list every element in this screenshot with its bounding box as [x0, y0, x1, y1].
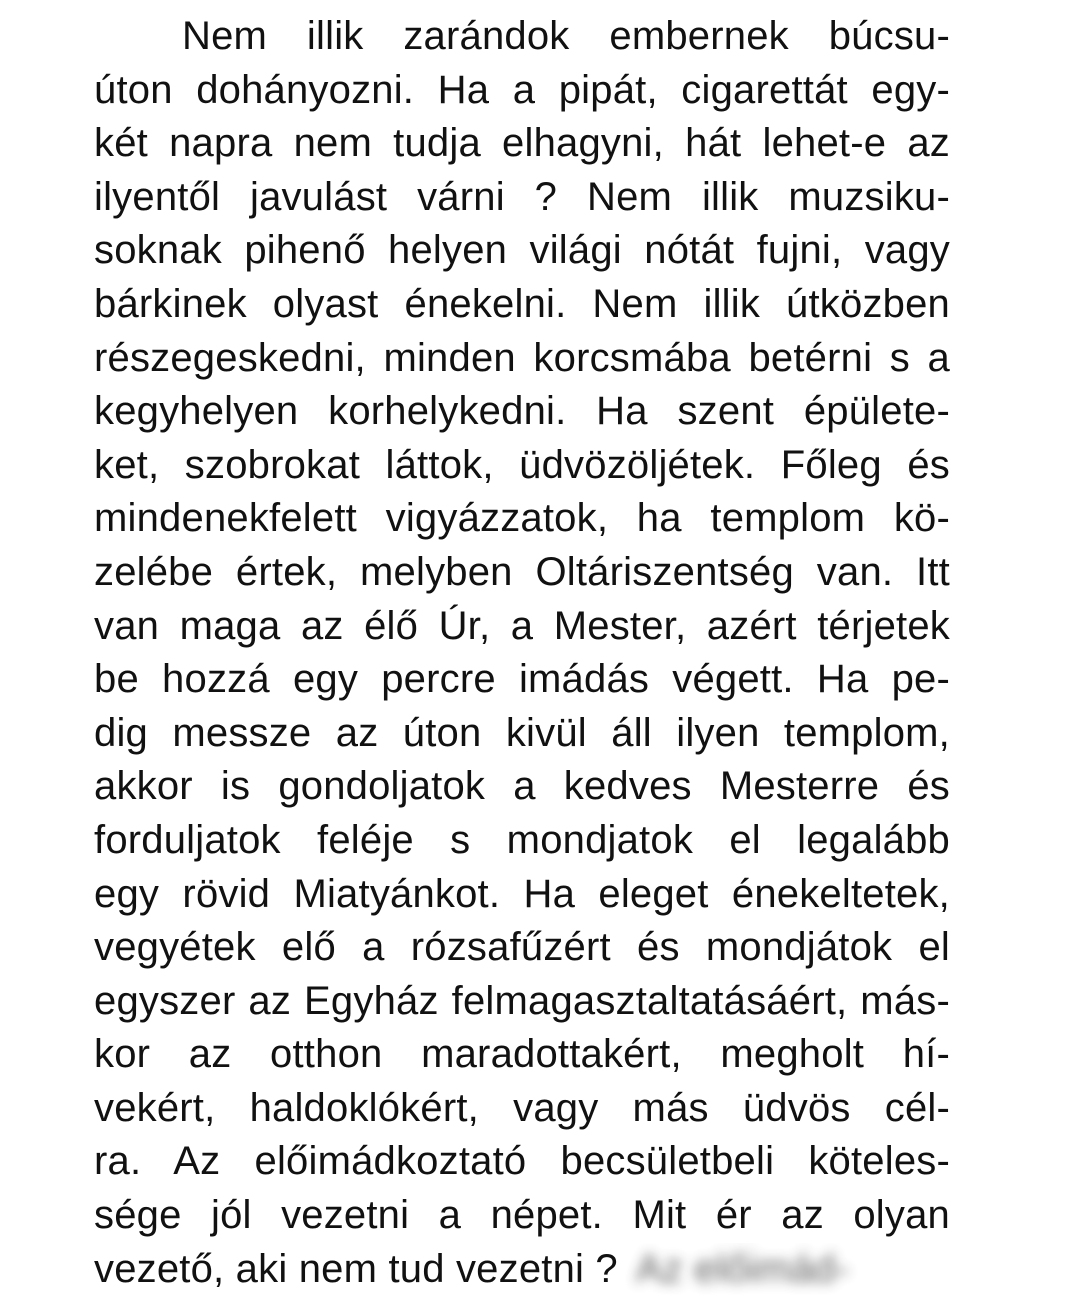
text-line-17: egy rövid Miatyánkot. Ha eleget énekeltetek, [94, 871, 950, 916]
text-line-15: akkor is gondoljatok a kedves Mesterre és [94, 764, 950, 809]
text-line-11: zelébe értek, melyben Oltáriszentség van. Itt [94, 549, 950, 594]
text-line-4: ilyentől javulást várni ? Nem illik muzsiku- [94, 174, 950, 219]
text-line-5: soknak pihenő helyen világi nótát fujni, vagy [94, 228, 950, 273]
text-line-6: bárkinek olyast énekelni. Nem illik útközben [94, 281, 950, 326]
text-line-8: kegyhelyen korhelykedni. Ha szent épülete- [94, 389, 950, 434]
text-line-19: egyszer az Egyház felmagasztaltatásáért, más- [94, 978, 950, 1023]
text-line-22: ra. Az előimádkoztató becsületbeli köteles- [94, 1139, 950, 1184]
text-line-7: részegeskedni, minden korcsmába betérni s a [94, 335, 950, 380]
text-line-23: sége jól vezetni a népet. Mit ér az olyan [94, 1193, 950, 1238]
text-line-9: ket, szobrokat láttok, üdvözöljétek. Főleg és [94, 442, 950, 487]
text-line-1: Nem illik zarándok embernek búcsu- [182, 14, 950, 58]
blurred-continuation-text: Az előimád- [635, 1246, 850, 1291]
last-line-text: vezető, aki nem tud vezetni ? [94, 1246, 618, 1291]
body-text [94, 10, 950, 1296]
text-line-3: két napra nem tudja elhagyni, hát lehet-e az [94, 121, 950, 166]
text-line-21: vekért, haldoklókért, vagy más üdvös cél- [94, 1085, 950, 1130]
text-line-16: forduljatok feléje s mondjatok el legalább [94, 817, 950, 862]
text-line-20: kor az otthon maradottakért, megholt hí- [94, 1032, 950, 1077]
text-line-14: dig messze az úton kivül áll ilyen templom, [94, 710, 950, 755]
text-line-12: van maga az élő Úr, a Mester, azért térjetek [94, 603, 950, 648]
text-line-10: mindenekfelett vigyázzatok, ha templom kö- [94, 496, 950, 541]
text-line-18: vegyétek elő a rózsafűzért és mondjátok el [94, 925, 950, 970]
text-line-2: úton dohányozni. Ha a pipát, cigarettát egy- [94, 67, 950, 112]
text-line-24 [94, 1243, 950, 1296]
text-line-13: be hozzá egy percre imádás végett. Ha pe- [94, 657, 950, 702]
